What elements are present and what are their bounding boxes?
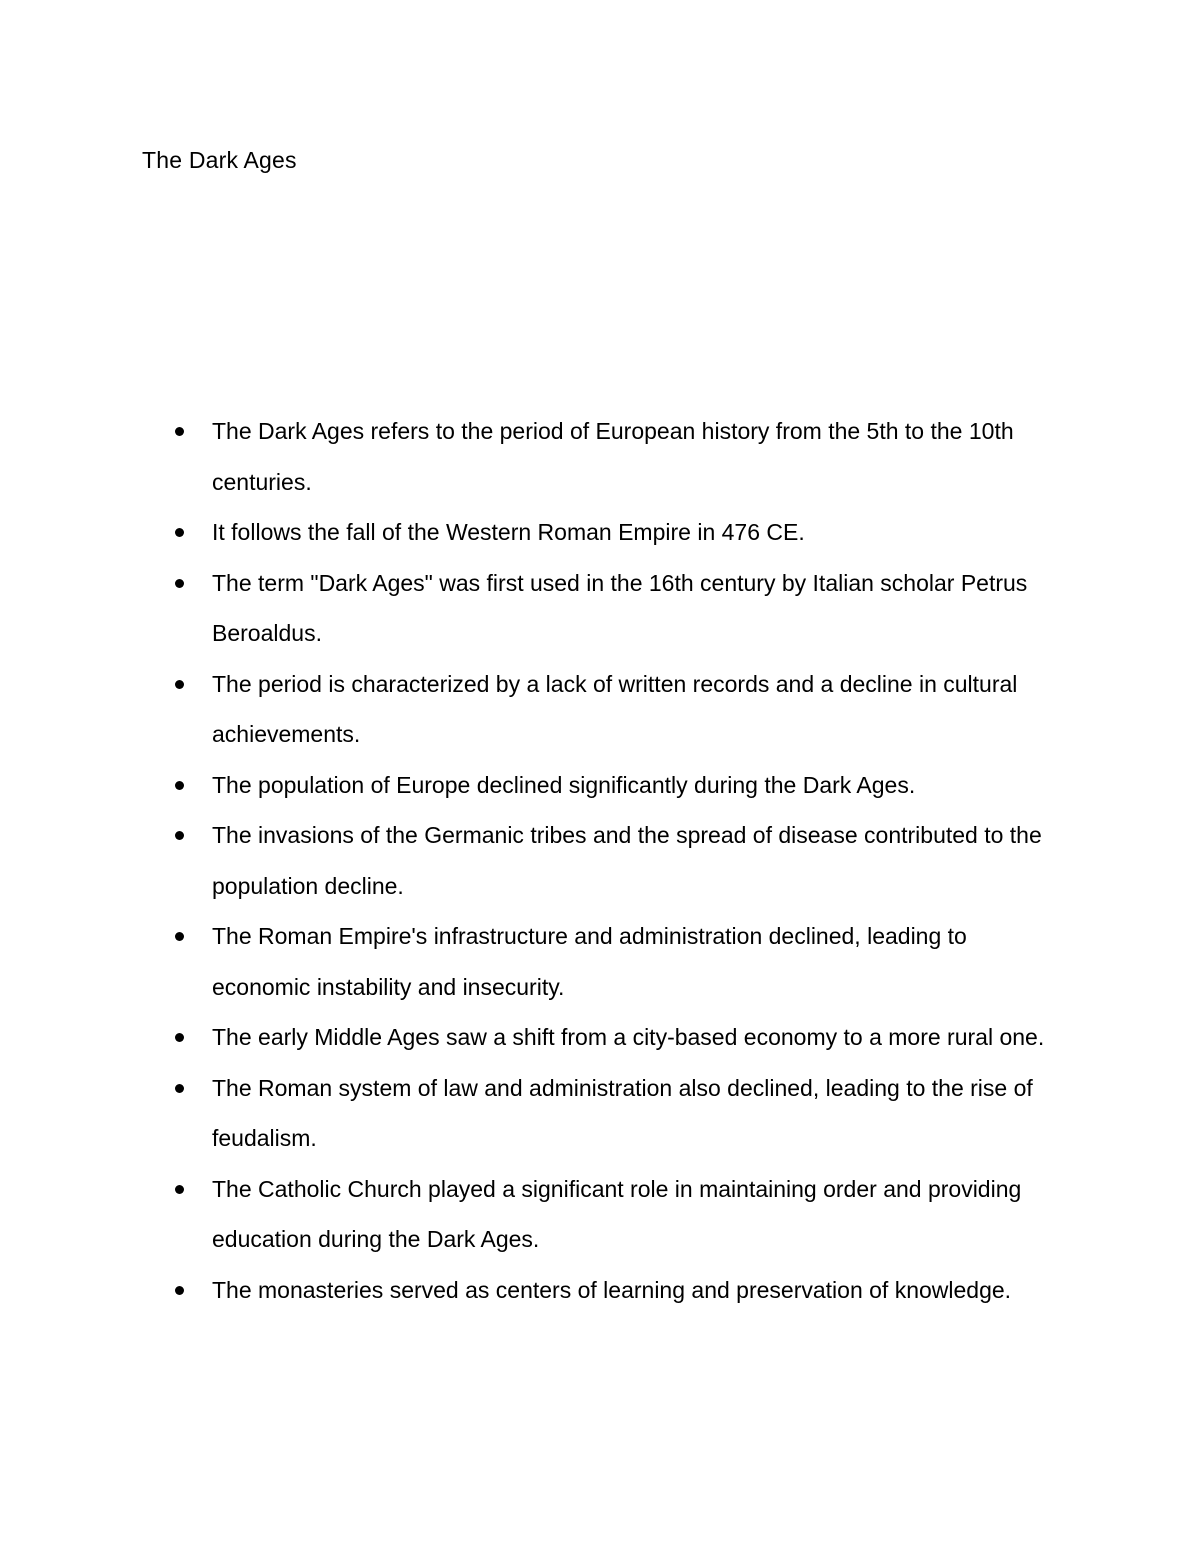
list-item [212, 1063, 1062, 1164]
document-title: The Dark Ages [142, 147, 297, 173]
bullet-icon [175, 932, 184, 941]
bullet-icon [175, 781, 184, 790]
list-item [212, 1012, 1062, 1063]
bullet-icon [175, 831, 184, 840]
list-item [212, 406, 1062, 507]
list-item-text: It follows the fall of the Western Roman Empire in 476 CE. [212, 519, 805, 545]
bullet-icon [175, 1185, 184, 1194]
list-item-text: The monasteries served as centers of learning and preservation of knowledge. [212, 1276, 1012, 1303]
list-item [212, 558, 1062, 659]
list-item-text: The invasions of the Germanic tribes and the spread of disease contributed to the population decline. [212, 822, 1042, 899]
list-item [212, 659, 1062, 760]
bullet-icon [175, 1286, 184, 1295]
list-item [212, 1164, 1062, 1265]
list-item [212, 1265, 1062, 1316]
bullet-icon [175, 1084, 184, 1093]
bullet-icon [175, 427, 184, 436]
list-item [212, 760, 1062, 811]
list-item-text: The period is characterized by a lack of written records and a decline in cultural achievements. [212, 670, 1018, 747]
list-item-text: The early Middle Ages saw a shift from a city-based economy to a more rural one. [212, 1024, 1045, 1050]
bullet-icon [175, 579, 184, 588]
bullet-list [212, 406, 1062, 1315]
list-item-text: The Catholic Church played a significant role in maintaining order and providing education during the Dark Ages. [212, 1175, 1022, 1252]
list-item [212, 911, 1062, 1012]
bullet-icon [175, 528, 184, 537]
list-item [212, 507, 1062, 558]
list-item-text: The Dark Ages refers to the period of European history from the 5th to the 10th centuries. [212, 418, 1014, 495]
bullet-icon [175, 1033, 184, 1042]
list-item-text: The term "Dark Ages" was first used in the 16th century by Italian scholar Petrus Beroaldus. [212, 569, 1028, 646]
bullet-icon [175, 680, 184, 689]
list-item-text: The population of Europe declined significantly during the Dark Ages. [212, 771, 916, 798]
list-item-text: The Roman Empire's infrastructure and administration declined, leading to economic instability and insecurity. [212, 923, 967, 1000]
list-item [212, 810, 1062, 911]
list-item-text: The Roman system of law and administration also declined, leading to the rise of feudalism. [212, 1074, 1033, 1151]
